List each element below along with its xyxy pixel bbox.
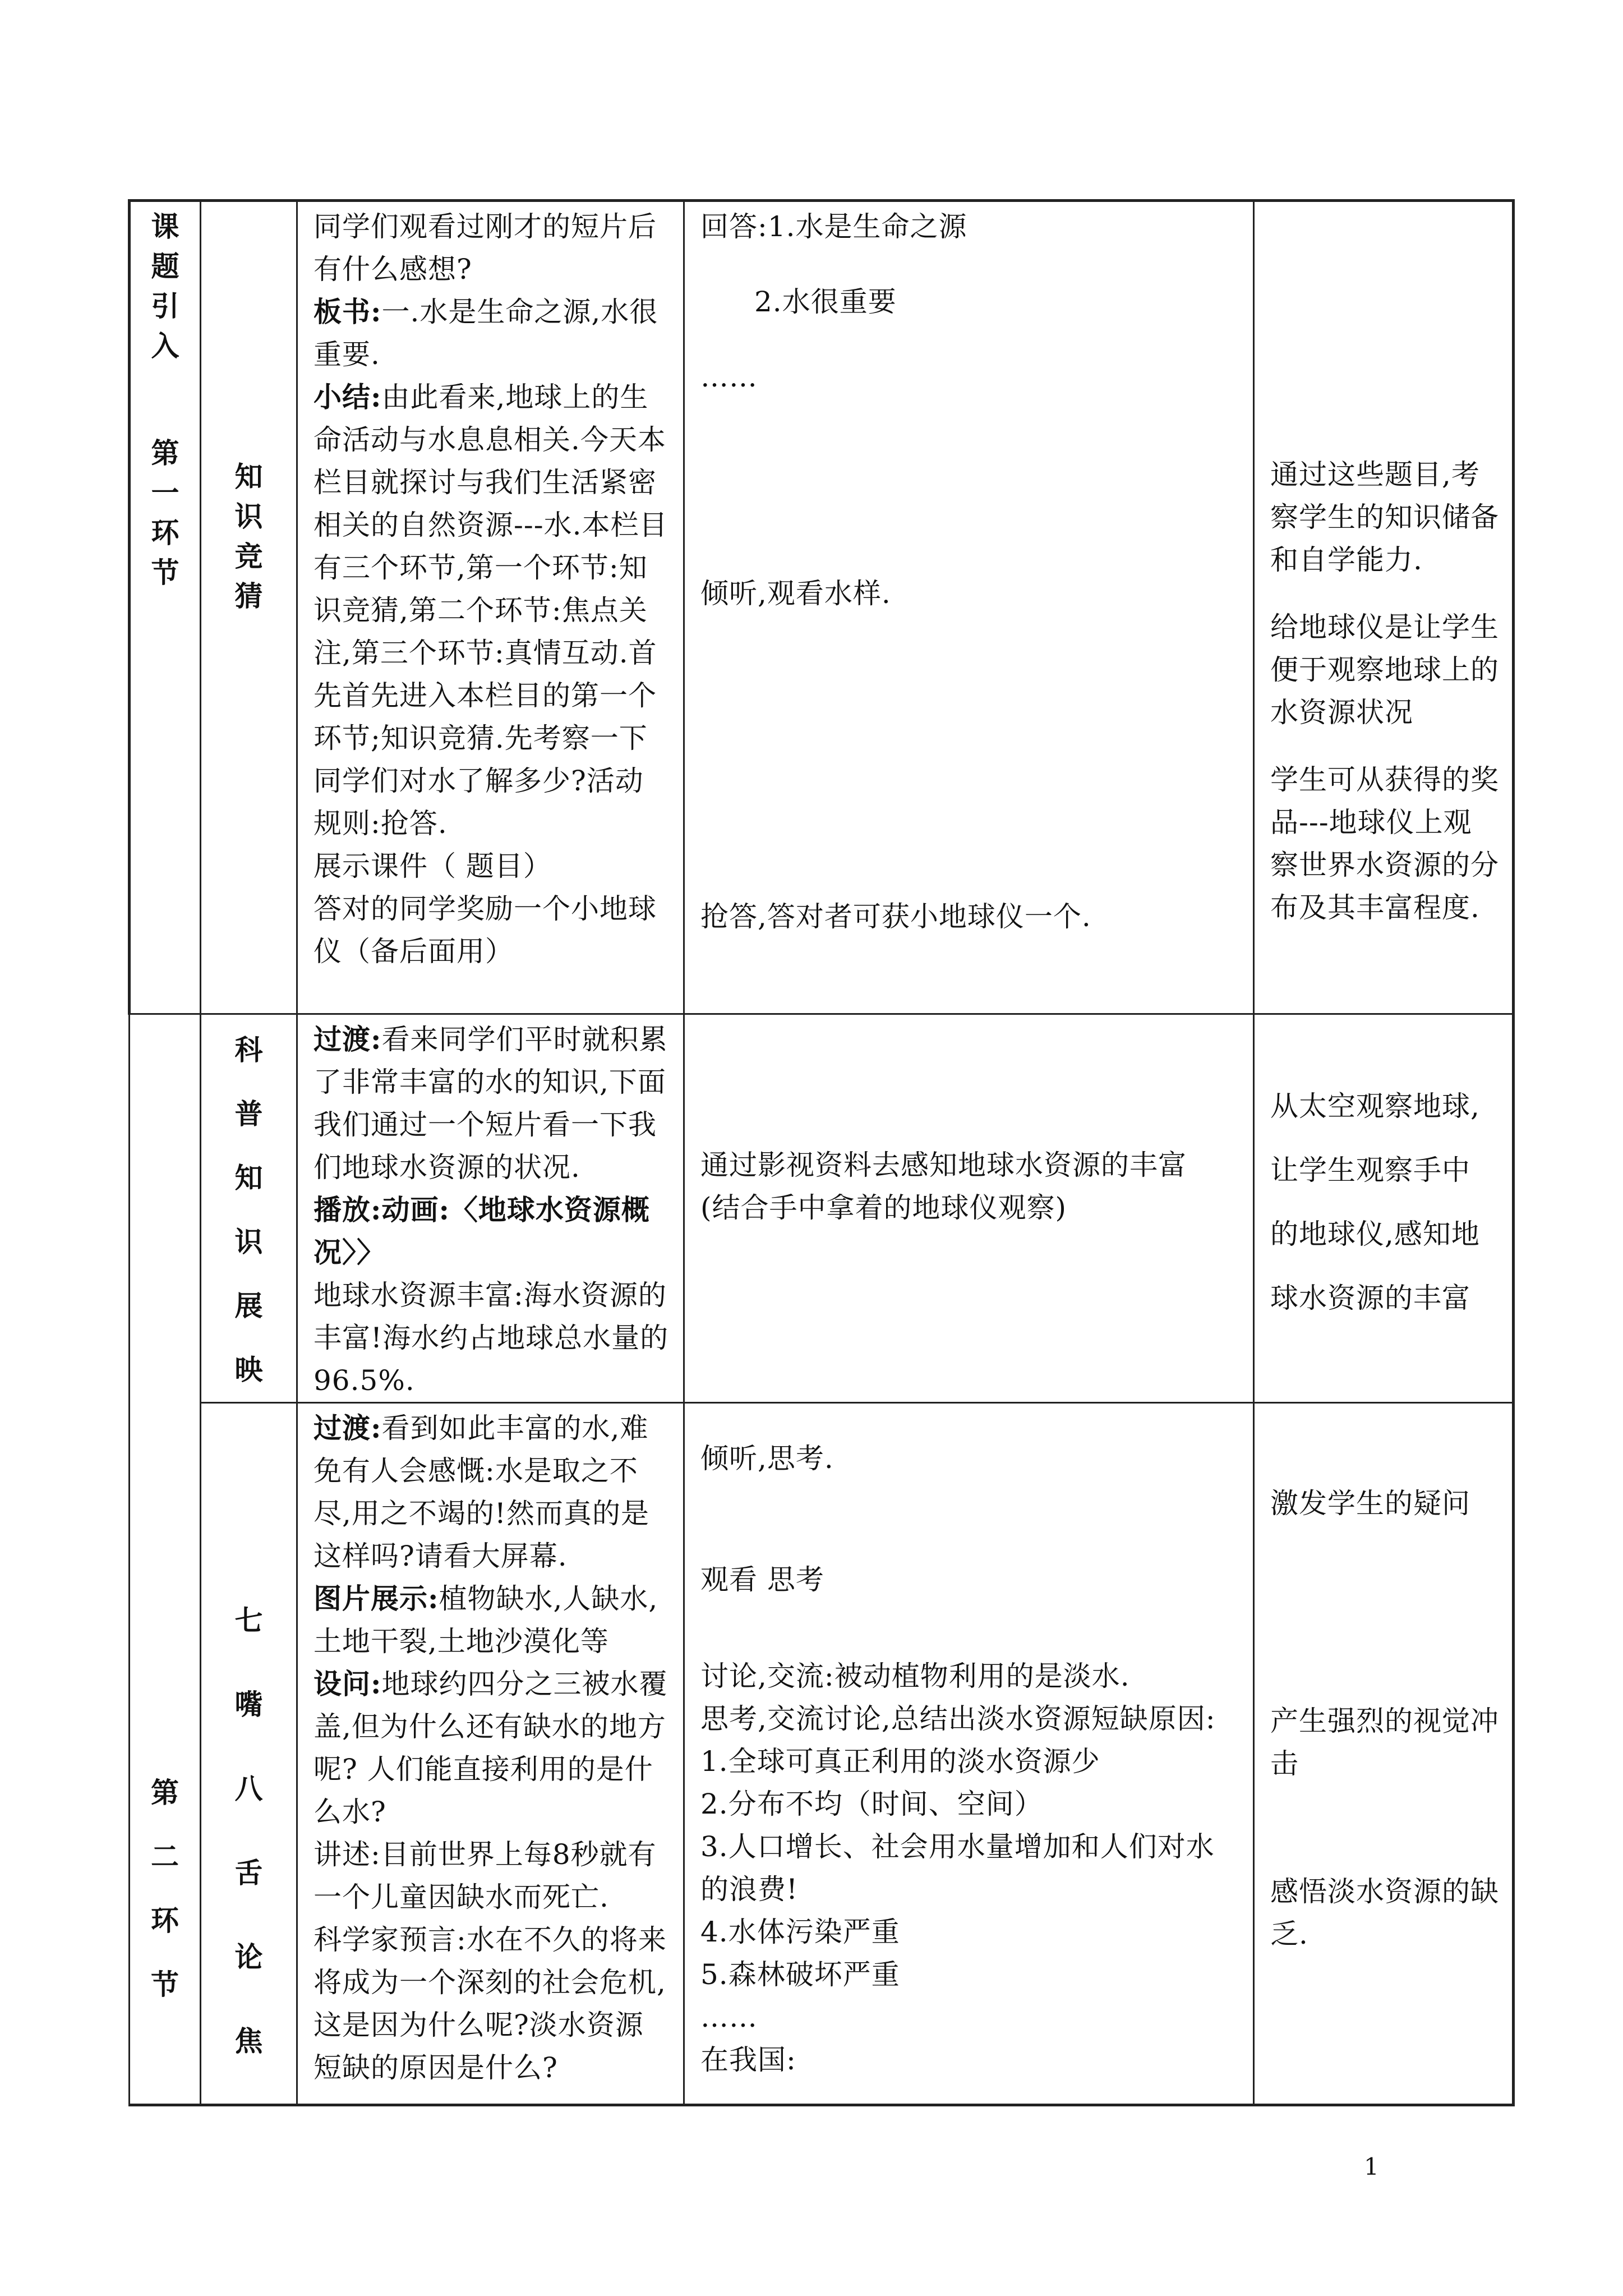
cell-activity-science: [201, 1014, 297, 1403]
char: 节: [151, 556, 179, 589]
student-watch: 观看 思考: [700, 1563, 824, 1596]
picture-label: 图片展示:: [313, 1582, 439, 1615]
intent: 激发学生的疑问: [1270, 1487, 1470, 1520]
char: 普: [234, 1097, 263, 1130]
intent: 通过这些题目,考察学生的知识储备和自学能力.: [1270, 458, 1499, 576]
transition-label: 过渡:: [313, 1411, 382, 1444]
reason-item: 3.人口增长、社会用水量增加和人们对水的浪费!: [700, 1830, 1215, 1906]
char: 识: [234, 1225, 263, 1258]
teacher-text-2: [298, 1015, 683, 1402]
char: 映: [234, 1353, 263, 1386]
intent-line: 从太空观察地球,: [1270, 1090, 1480, 1122]
transition-text: 看到如此丰富的水,难免有人会感慨:水是取之不尽,用之不竭的!然而真的是这样吗?请看大屏幕.: [313, 1412, 649, 1572]
reason-item: 4.水体污染严重: [700, 1916, 900, 1948]
summary: [313, 376, 671, 845]
char: 题: [151, 250, 179, 283]
char: 课: [151, 210, 179, 243]
row-discussion: [130, 1403, 1514, 2105]
char: 环: [151, 1904, 179, 1937]
teacher-text-1: [298, 202, 683, 973]
board-writing: [313, 291, 671, 376]
intent-line: 让学生观察手中: [1270, 1154, 1470, 1186]
cell-stage-intro: [130, 201, 201, 1014]
char: 焦: [234, 2024, 263, 2058]
lesson-plan-table: [128, 199, 1515, 2106]
stage-label-intro: [131, 202, 200, 592]
char: 竞: [234, 540, 263, 573]
play-text: 地球水资源丰富:海水资源的丰富!海水约占地球总水量的96.5%.: [313, 1279, 669, 1397]
student-summary: 思考,交流讨论,总结出淡水资源短缺原因:: [700, 1703, 1216, 1735]
char: 一: [151, 476, 179, 509]
cell-activity-discussion: [201, 1403, 297, 2105]
reason-item: 1.全球可真正利用的淡水资源少: [700, 1745, 1100, 1778]
char: 第: [151, 1776, 179, 1809]
intent: 学生可从获得的奖品---地球仪上观察世界水资源的分布及其丰富程度.: [1270, 763, 1499, 924]
picture-note: [313, 1577, 671, 1663]
cell-student-activity-2: [684, 1014, 1254, 1403]
char: 论: [234, 1940, 263, 1973]
student-answer: 回答:1.水是生命之源: [700, 210, 967, 243]
char: 二: [151, 1840, 179, 1873]
char: 知: [234, 460, 263, 493]
student-text-3: [685, 1404, 1253, 2081]
activity-label-science: [201, 1015, 296, 1402]
summary-text: 由此看来,地球上的生命活动与水息息相关.今天本栏目就探讨与我们生活紧密相关的自然资源---水.本栏目有三个环节,第一个环节:知识竞猜,第二个环节:焦点关注,第三个环节:真情互动.首先首先进入本栏目的第一个环节;知识竞猜.先考察一下同学们对水了解多少?活动规则:抢答.: [313, 381, 668, 840]
play-note: [313, 1189, 671, 1274]
ellipsis: ……: [700, 2001, 758, 2033]
courseware-note: 展示课件（ 题目）: [313, 850, 552, 882]
question-note: [313, 1663, 671, 1833]
char: 识: [234, 500, 263, 533]
student-line: 通过影视资料去感知地球水资源的丰富: [700, 1149, 1187, 1181]
student-listen: 倾听,思考.: [700, 1442, 834, 1475]
play-label: 播放:动画:〈地球水资源概况〉〉: [313, 1193, 650, 1269]
stage-label-two: [130, 1015, 200, 2017]
activity-label-quiz: [201, 202, 296, 616]
intent-text-2: [1255, 1015, 1512, 1330]
student-discuss: 讨论,交流:被动植物利用的是淡水.: [700, 1660, 1130, 1692]
transition: [313, 1018, 671, 1189]
reward-note: 答对的同学奖励一个小地球仪（备后面用）: [313, 892, 657, 968]
char: 猜: [234, 579, 263, 613]
reason-item: 5.森林破坏严重: [700, 1958, 900, 1991]
char: 嘴: [234, 1688, 263, 1721]
student-quick-answer: 抢答,答对者可获小地球仪一个.: [700, 900, 1091, 933]
char: 环: [151, 516, 179, 549]
reason-item: 2.分布不均（时间、空间）: [700, 1788, 1043, 1820]
char: 展: [234, 1289, 263, 1322]
page-number: 1: [1364, 2153, 1379, 2180]
cell-student-activity-3: [684, 1403, 1254, 2105]
student-line: (结合手中拿着的地球仪观察): [700, 1191, 1067, 1224]
teacher-question: [313, 205, 671, 291]
intent-line: 的地球仪,感知地: [1270, 1218, 1480, 1250]
char: 知: [234, 1161, 263, 1194]
activity-label-discussion: [201, 1404, 296, 2083]
cell-teacher-activity-2: [297, 1014, 684, 1403]
cell-student-activity-1: [684, 201, 1254, 1014]
teacher-text-3: [298, 1404, 683, 2089]
cell-design-intent-1: [1254, 201, 1514, 1014]
cell-teacher-activity-3: [297, 1403, 684, 2105]
transition: [313, 1407, 671, 1577]
student-listen: 倾听,观看水样.: [700, 577, 891, 610]
transition-label: 过渡:: [313, 1023, 382, 1056]
scientist-note: 科学家预言:水在不久的将来将成为一个深刻的社会危机,这是因为什么呢?淡水资源短缺的原因是什么?: [313, 1924, 667, 2084]
char: 八: [234, 1772, 263, 1805]
transition-text: 看来同学们平时就积累了非常丰富的水的知识,下面我们通过一个短片看一下我们地球水资源的状况.: [313, 1023, 668, 1184]
cell-activity-quiz: [201, 201, 297, 1014]
char: 引: [151, 289, 179, 323]
question-label: 设问:: [313, 1667, 382, 1700]
intent: 感悟淡水资源的缺乏.: [1270, 1875, 1499, 1950]
char: 第: [151, 436, 179, 470]
teacher-question-line: 同学们观看过刚才的短片后: [313, 210, 657, 243]
student-text-2: [685, 1015, 1253, 1229]
char: 节: [151, 1968, 179, 2001]
board-text: 一.水是生命之源,水很重要.: [313, 296, 658, 371]
intent: 产生强烈的视觉冲击: [1270, 1705, 1499, 1780]
intent-text-1: [1255, 202, 1512, 929]
cell-design-intent-2: [1254, 1014, 1514, 1403]
student-answer: 2.水很重要: [754, 286, 897, 318]
char: 科: [234, 1033, 263, 1066]
student-china: 在我国:: [700, 2044, 796, 2076]
picture-text: 植物缺水,人缺水,土地干裂,土地沙漠化等: [313, 1582, 658, 1658]
cell-stage-two: [130, 1014, 201, 2105]
cell-design-intent-3: [1254, 1403, 1514, 2105]
char: 七: [234, 1604, 263, 1637]
narrate-note: 讲述:目前世界上每8秒就有一个儿童因缺水而死亡.: [313, 1838, 657, 1913]
student-text-1: [685, 202, 1253, 938]
intent: 给地球仪是让学生便于观察地球上的水资源状况: [1270, 611, 1499, 729]
ellipsis: ……: [700, 361, 758, 393]
question-text: 地球约四分之三被水覆盖,但为什么还有缺水的地方呢? 人们能直接利用的是什么水?: [313, 1668, 668, 1828]
intent-text-3: [1255, 1404, 1512, 1955]
char: 舌: [234, 1856, 263, 1889]
board-label: 板书:: [313, 295, 382, 328]
char: 入: [151, 329, 179, 362]
intent-line: 球水资源的丰富: [1270, 1282, 1470, 1314]
summary-label: 小结:: [313, 380, 382, 413]
cell-teacher-activity-1: [297, 201, 684, 1014]
row-intro-section-one: [130, 201, 1514, 1014]
row-science-video: [130, 1014, 1514, 1403]
teacher-question-line: 有什么感想?: [313, 253, 472, 286]
